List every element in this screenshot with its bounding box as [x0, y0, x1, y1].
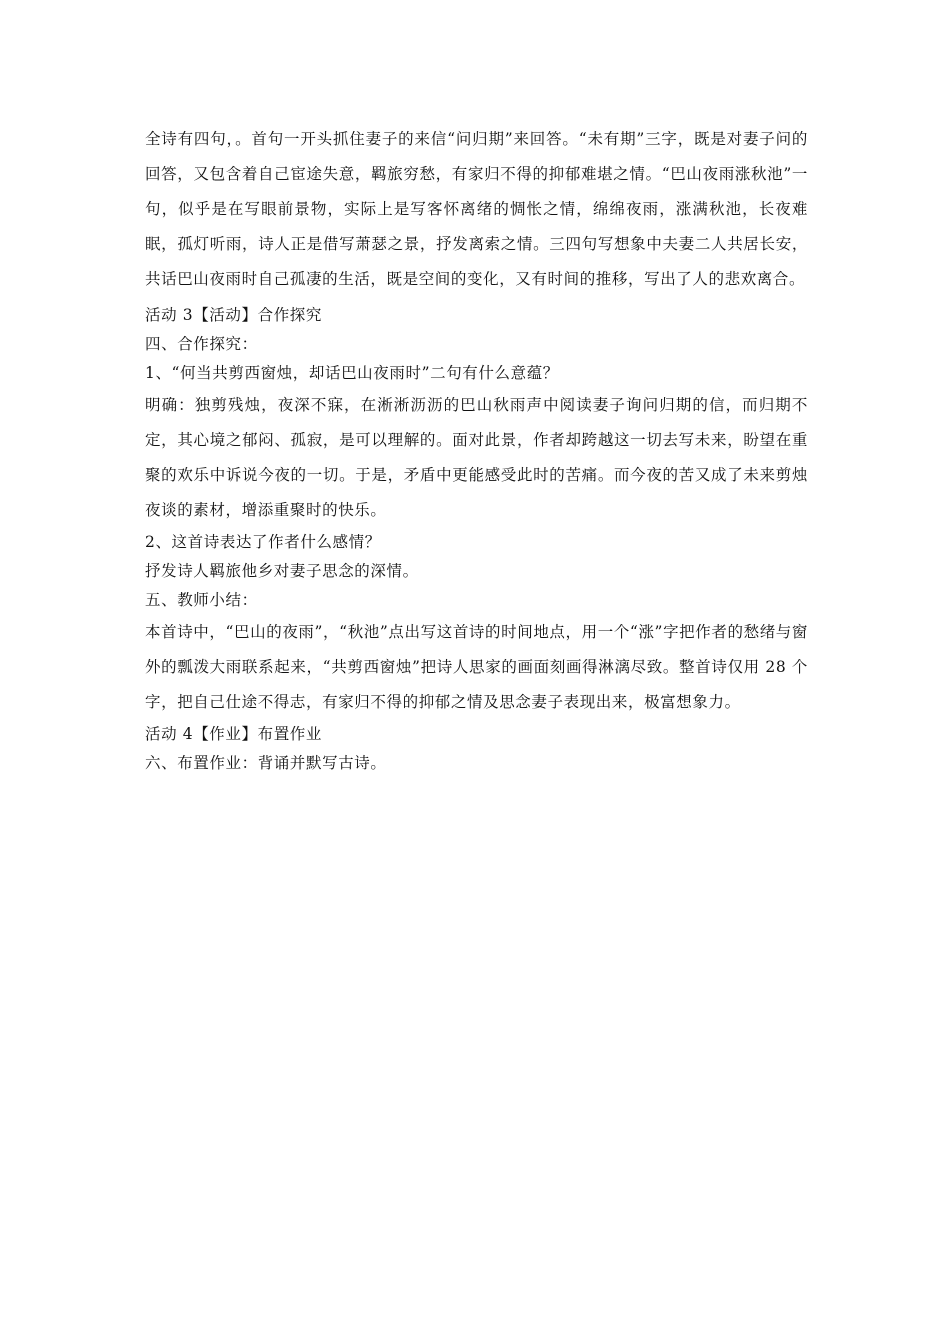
answer-2: 抒发诗人羁旅他乡对妻子思念的深情。	[145, 562, 419, 580]
teacher-summary-paragraph: 本首诗中，“巴山的夜雨”，“秋池”点出写这首诗的时间地点，用一个“涨”字把作者的愁绪与窗外的瓢泼大雨联系起来，“共剪西窗烛”把诗人思家的画面刻画得淋漓尽致。整首诗仅用 28 个字，把自己仕途不得志，有家归不得的抑郁之情及思念妻子表现出来，极富想象力。	[145, 623, 808, 711]
section-4-heading: 四、合作探究：	[145, 335, 258, 353]
answer-1-paragraph: 明确：独剪残烛，夜深不寐，在淅淅沥沥的巴山秋雨声中阅读妻子询问归期的信，而归期不定，其心境之郁闷、孤寂，是可以理解的。面对此景，作者却跨越这一切去写未来，盼望在重聚的欢乐中诉说今夜的一切。于是，矛盾中更能感受此时的苦痛。而今夜的苦又成了未来剪烛夜谈的素材，增添重聚时的快乐。	[145, 396, 808, 519]
analysis-paragraph: 全诗有四句，。首句一开头抓住妻子的来信“问归期”来回答。“未有期”三字，既是对妻子问的回答，又包含着自己宦途失意，羁旅穷愁，有家归不得的抑郁难堪之情。“巴山夜雨涨秋池”一句，似乎是在写眼前景物，实际上是写客怀离绪的惆怅之情，绵绵夜雨，涨满秋池，长夜难眠，孤灯听雨，诗人正是借写萧瑟之景，抒发离索之情。三四句写想象中夫妻二人共居长安，共话巴山夜雨时自己孤凄的生活，既是空间的变化，又有时间的推移，写出了人的悲欢离合。	[145, 130, 808, 288]
document-body	[145, 122, 808, 778]
question-2: 2、这首诗表达了作者什么感情？	[145, 533, 381, 551]
section-5-heading: 五、教师小结：	[145, 591, 258, 609]
activity-4-heading: 活动 4【作业】布置作业	[145, 725, 322, 743]
question-1: 1、“何当共剪西窗烛，却话巴山夜雨时”二句有什么意蕴？	[145, 364, 559, 382]
activity-3-heading: 活动 3【活动】合作探究	[145, 306, 322, 324]
section-6-homework: 六、布置作业：背诵并默写古诗。	[145, 754, 387, 772]
